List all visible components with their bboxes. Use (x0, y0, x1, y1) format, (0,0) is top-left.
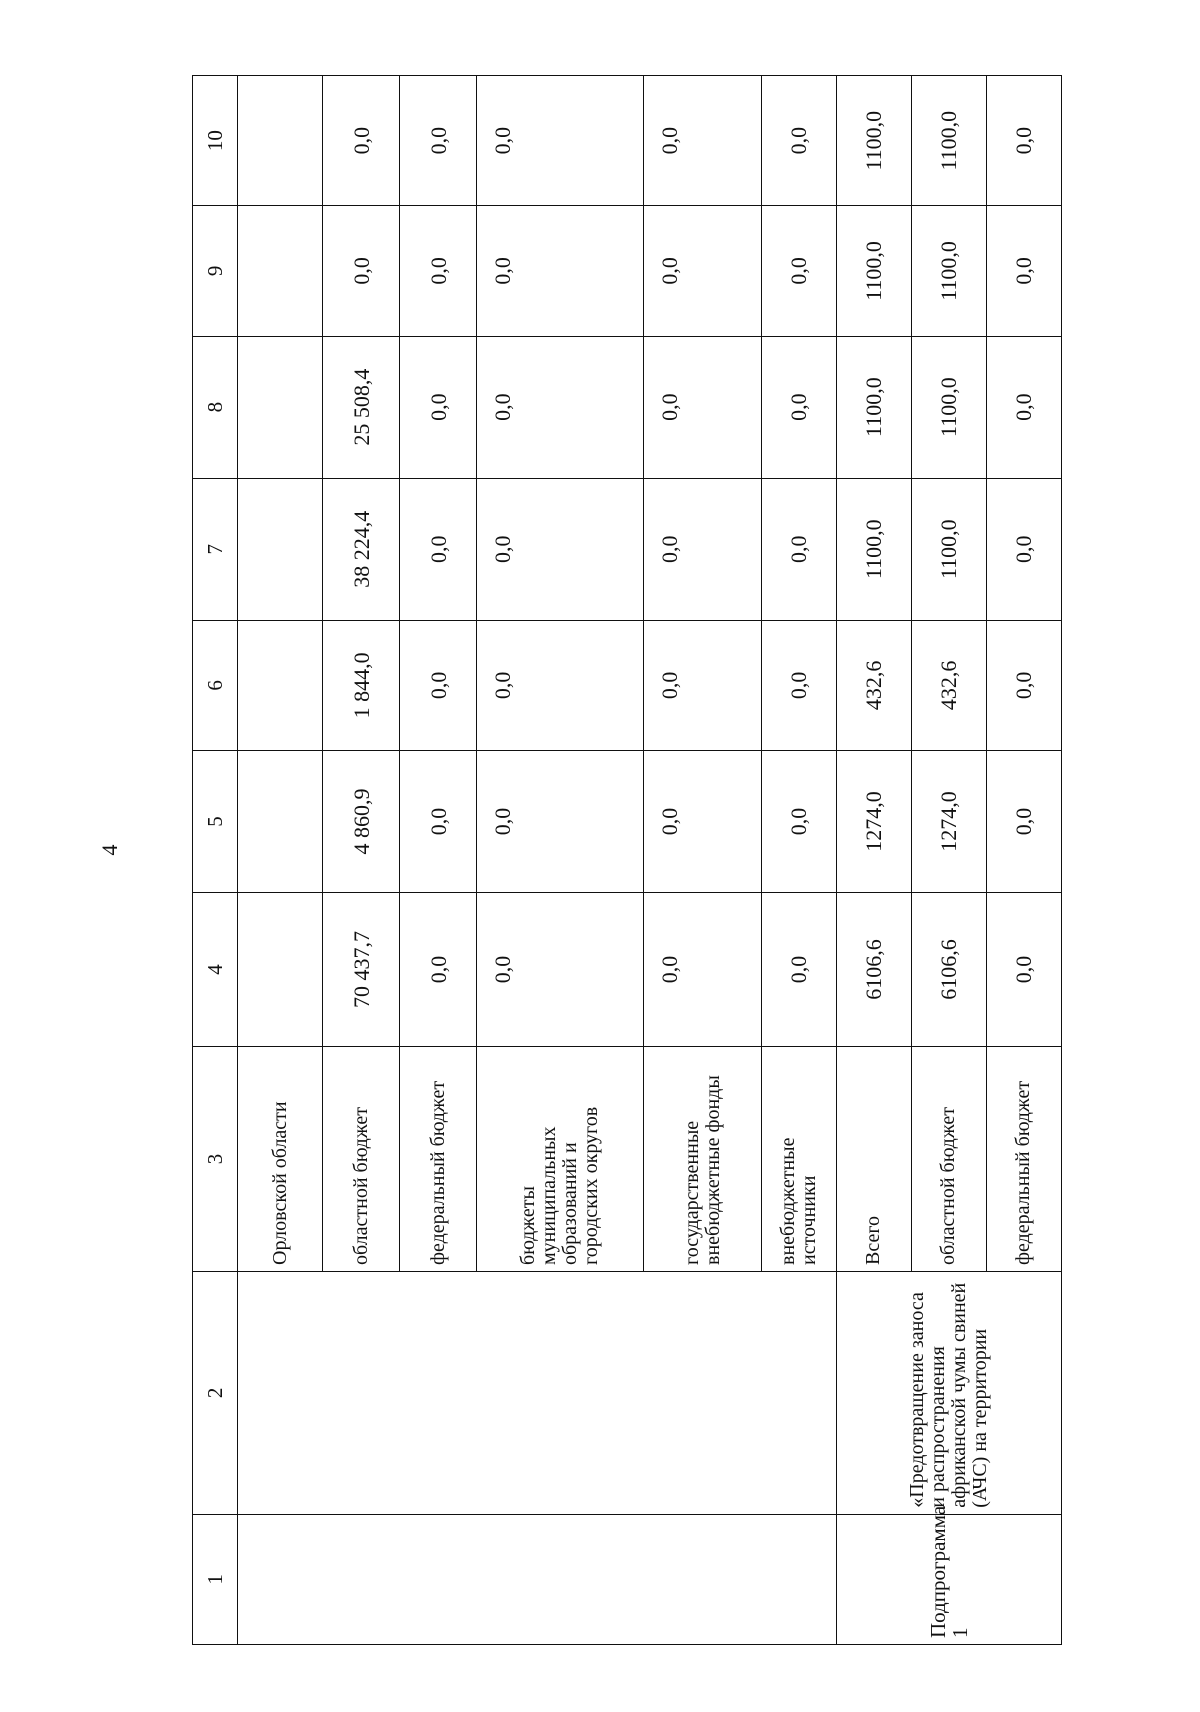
budget-table (192, 75, 1062, 1645)
value-cell: 0,0 (323, 76, 400, 206)
header-cell: 9 (193, 206, 238, 336)
funding-source-cell: внебюджетные источники (761, 1047, 836, 1272)
value-cell: 0,0 (644, 478, 761, 620)
value-cell: 0,0 (400, 206, 477, 336)
value-cell: 6106,6 (911, 893, 986, 1047)
value-cell: 0,0 (761, 76, 836, 206)
value-cell (238, 750, 323, 892)
value-cell: 0,0 (761, 206, 836, 336)
value-cell: 0,0 (477, 893, 644, 1047)
table-row (836, 76, 911, 1645)
value-cell: 1274,0 (911, 750, 986, 892)
value-cell: 432,6 (836, 620, 911, 750)
header-cell: 7 (193, 478, 238, 620)
value-cell: 70 437,7 (323, 893, 400, 1047)
value-cell: 38 224,4 (323, 478, 400, 620)
header-cell: 6 (193, 620, 238, 750)
subprogram-label-cell: Подпрограмма 1 (836, 1514, 1061, 1644)
value-cell: 0,0 (477, 76, 644, 206)
value-cell: 0,0 (644, 893, 761, 1047)
funding-source-cell: областной бюджет (911, 1047, 986, 1272)
funding-source-cell: федеральный бюджет (986, 1047, 1061, 1272)
value-cell (238, 336, 323, 478)
value-cell: 0,0 (986, 76, 1061, 206)
header-row (193, 76, 238, 1645)
value-cell: 0,0 (400, 893, 477, 1047)
funding-source-cell: федеральный бюджет (400, 1047, 477, 1272)
value-cell: 0,0 (761, 620, 836, 750)
value-cell: 0,0 (761, 336, 836, 478)
value-cell (238, 620, 323, 750)
value-cell: 1100,0 (911, 206, 986, 336)
value-cell: 0,0 (477, 478, 644, 620)
value-cell: 1100,0 (836, 76, 911, 206)
funding-source-cell: Орловской области (238, 1047, 323, 1272)
value-cell: 25 508,4 (323, 336, 400, 478)
funding-source-cell: бюджеты муниципальных образований и городских округов (477, 1047, 644, 1272)
value-cell: 0,0 (400, 336, 477, 478)
header-cell: 5 (193, 750, 238, 892)
value-cell: 0,0 (644, 750, 761, 892)
value-cell (238, 76, 323, 206)
value-cell: 0,0 (644, 206, 761, 336)
value-cell: 0,0 (761, 750, 836, 892)
header-cell: 2 (193, 1272, 238, 1515)
value-cell: 0,0 (477, 620, 644, 750)
value-cell: 1100,0 (836, 206, 911, 336)
page-number: 4 (97, 844, 122, 856)
value-cell: 0,0 (644, 620, 761, 750)
value-cell: 0,0 (986, 336, 1061, 478)
value-cell: 0,0 (400, 478, 477, 620)
value-cell: 0,0 (400, 76, 477, 206)
value-cell: 1100,0 (911, 76, 986, 206)
funding-source-cell: Всего (836, 1047, 911, 1272)
value-cell: 6106,6 (836, 893, 911, 1047)
value-cell: 0,0 (644, 336, 761, 478)
program-title-cell (238, 1272, 837, 1515)
value-cell: 0,0 (400, 750, 477, 892)
value-cell (238, 893, 323, 1047)
value-cell: 0,0 (986, 478, 1061, 620)
value-cell: 4 860,9 (323, 750, 400, 892)
funding-source-cell: государственные внебюджетные фонды (644, 1047, 761, 1272)
header-cell: 4 (193, 893, 238, 1047)
value-cell (238, 478, 323, 620)
value-cell: 1100,0 (836, 336, 911, 478)
value-cell: 1100,0 (911, 478, 986, 620)
header-cell: 8 (193, 336, 238, 478)
table-row (238, 76, 323, 1645)
value-cell: 0,0 (477, 336, 644, 478)
value-cell: 1100,0 (911, 336, 986, 478)
value-cell: 0,0 (986, 750, 1061, 892)
value-cell: 0,0 (323, 206, 400, 336)
rotated-table-container (192, 75, 1062, 1645)
value-cell: 0,0 (761, 893, 836, 1047)
header-cell: 3 (193, 1047, 238, 1272)
header-cell: 1 (193, 1514, 238, 1644)
value-cell: 1 844,0 (323, 620, 400, 750)
value-cell: 1100,0 (836, 478, 911, 620)
header-cell: 10 (193, 76, 238, 206)
value-cell: 1274,0 (836, 750, 911, 892)
value-cell: 0,0 (400, 620, 477, 750)
value-cell: 432,6 (911, 620, 986, 750)
value-cell: 0,0 (477, 750, 644, 892)
subprogram-title-cell: «Предотвращение заноса и распространения африканской чумы свиней (АЧС) на территории (836, 1272, 1061, 1515)
value-cell: 0,0 (477, 206, 644, 336)
value-cell: 0,0 (986, 620, 1061, 750)
value-cell: 0,0 (986, 893, 1061, 1047)
value-cell: 0,0 (644, 76, 761, 206)
value-cell: 0,0 (761, 478, 836, 620)
value-cell: 0,0 (986, 206, 1061, 336)
value-cell (238, 206, 323, 336)
program-label-cell (238, 1514, 837, 1644)
funding-source-cell: областной бюджет (323, 1047, 400, 1272)
